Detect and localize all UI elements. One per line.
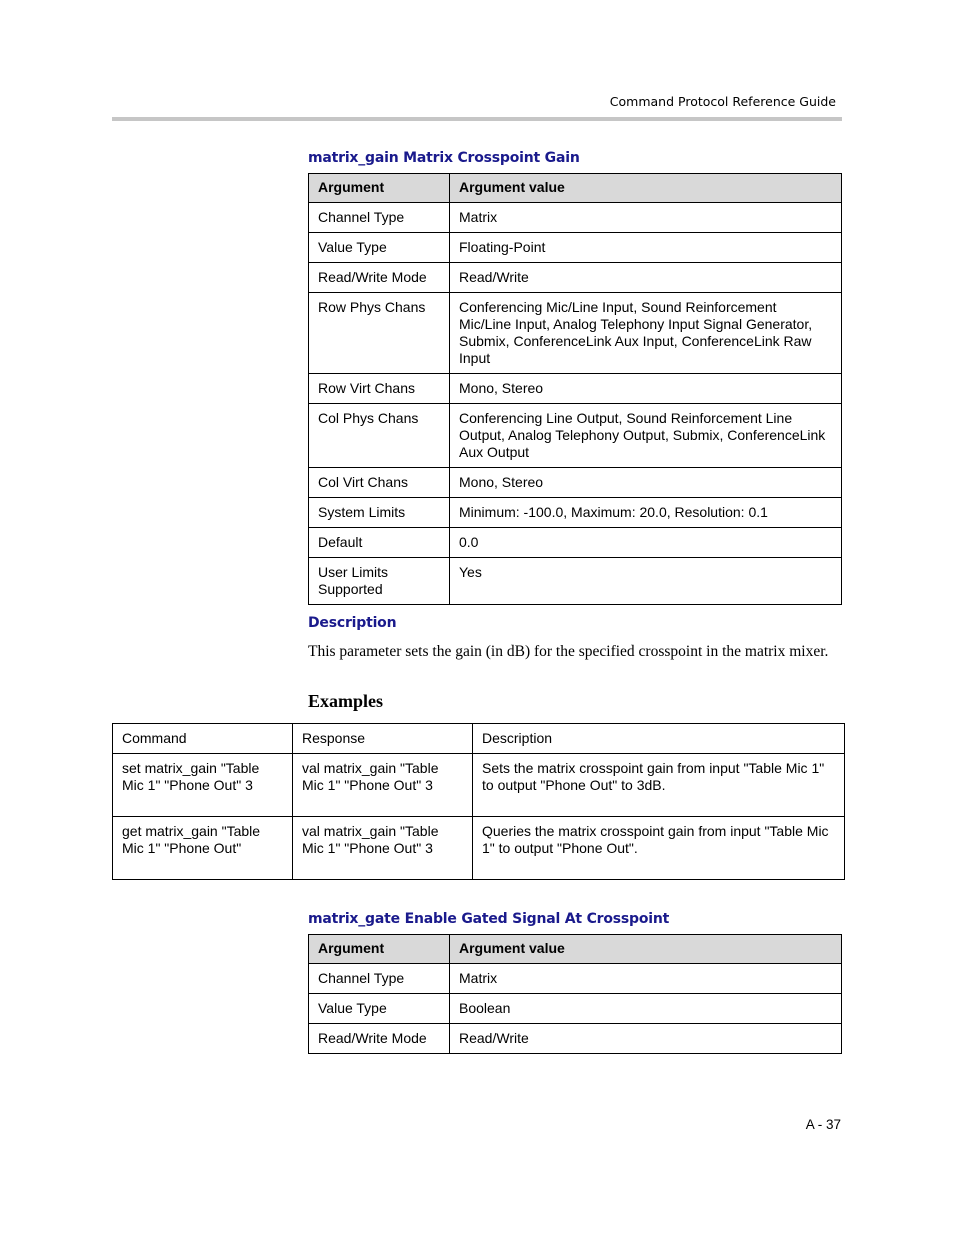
value-cell: Read/Write <box>450 263 842 293</box>
matrix-gain-argument-table <box>308 173 842 605</box>
argument-cell: Channel Type <box>309 203 450 233</box>
argument-cell: Col Phys Chans <box>309 404 450 468</box>
table-row <box>309 374 842 404</box>
argument-cell: User Limits Supported <box>309 558 450 605</box>
argument-cell: Default <box>309 528 450 558</box>
argument-cell: Row Phys Chans <box>309 293 450 374</box>
page-number: A - 37 <box>805 1117 841 1132</box>
table-row <box>309 233 842 263</box>
table-row <box>113 817 845 880</box>
header-rule <box>112 117 842 121</box>
argument-cell: Value Type <box>309 233 450 263</box>
value-cell: Matrix <box>450 964 842 994</box>
value-cell: Read/Write <box>450 1024 842 1054</box>
argument-cell: Channel Type <box>309 964 450 994</box>
value-cell: Yes <box>450 558 842 605</box>
value-cell: Mono, Stereo <box>450 374 842 404</box>
value-cell: Conferencing Line Output, Sound Reinforcement Line Output, Analog Telephony Output, Submix, ConferenceLink Aux Output <box>450 404 842 468</box>
table-row <box>309 558 842 605</box>
argument-cell: Read/Write Mode <box>309 263 450 293</box>
running-header: Command Protocol Reference Guide <box>609 94 836 109</box>
description-cell: Sets the matrix crosspoint gain from input "Table Mic 1" to output "Phone Out" to 3dB. <box>473 754 845 817</box>
table-row <box>309 203 842 233</box>
table-row <box>309 1024 842 1054</box>
column-header: Description <box>473 724 845 754</box>
column-header: Command <box>113 724 293 754</box>
column-header: Argument <box>309 174 450 203</box>
table-header-row <box>113 724 845 754</box>
response-cell: val matrix_gain "Table Mic 1" "Phone Out" 3 <box>293 754 473 817</box>
command-cell: set matrix_gain "Table Mic 1" "Phone Out" 3 <box>113 754 293 817</box>
argument-cell: Col Virt Chans <box>309 468 450 498</box>
value-cell: 0.0 <box>450 528 842 558</box>
argument-cell: Value Type <box>309 994 450 1024</box>
table-row <box>309 468 842 498</box>
argument-cell: Read/Write Mode <box>309 1024 450 1054</box>
examples-table <box>112 723 845 880</box>
section-title-matrix-gain: matrix_gain Matrix Crosspoint Gain <box>308 150 580 166</box>
matrix-gate-argument-table <box>308 934 842 1054</box>
value-cell: Boolean <box>450 994 842 1024</box>
table-row <box>113 754 845 817</box>
response-cell: val matrix_gain "Table Mic 1" "Phone Out" 3 <box>293 817 473 880</box>
column-header: Argument <box>309 935 450 964</box>
command-cell: get matrix_gain "Table Mic 1" "Phone Out" <box>113 817 293 880</box>
section-title-matrix-gate: matrix_gate Enable Gated Signal At Crosspoint <box>308 911 670 927</box>
description-heading: Description <box>308 615 397 631</box>
argument-cell: System Limits <box>309 498 450 528</box>
value-cell: Conferencing Mic/Line Input, Sound Reinforcement Mic/Line Input, Analog Telephony Input Signal Generator, Submix, ConferenceLink Aux Input, ConferenceLink Raw Input <box>450 293 842 374</box>
value-cell: Matrix <box>450 203 842 233</box>
table-row <box>309 528 842 558</box>
value-cell: Minimum: -100.0, Maximum: 20.0, Resolution: 0.1 <box>450 498 842 528</box>
column-header: Response <box>293 724 473 754</box>
value-cell: Floating-Point <box>450 233 842 263</box>
column-header: Argument value <box>450 174 842 203</box>
description-cell: Queries the matrix crosspoint gain from input "Table Mic 1" to output "Phone Out". <box>473 817 845 880</box>
table-header-row <box>309 935 842 964</box>
column-header: Argument value <box>450 935 842 964</box>
argument-cell: Row Virt Chans <box>309 374 450 404</box>
table-row <box>309 263 842 293</box>
table-row <box>309 293 842 374</box>
value-cell: Mono, Stereo <box>450 468 842 498</box>
table-row <box>309 404 842 468</box>
table-row <box>309 994 842 1024</box>
description-text: This parameter sets the gain (in dB) for the specified crosspoint in the matrix mixer. <box>308 643 829 660</box>
examples-heading: Examples <box>308 691 384 711</box>
table-row <box>309 498 842 528</box>
table-header-row <box>309 174 842 203</box>
table-row <box>309 964 842 994</box>
